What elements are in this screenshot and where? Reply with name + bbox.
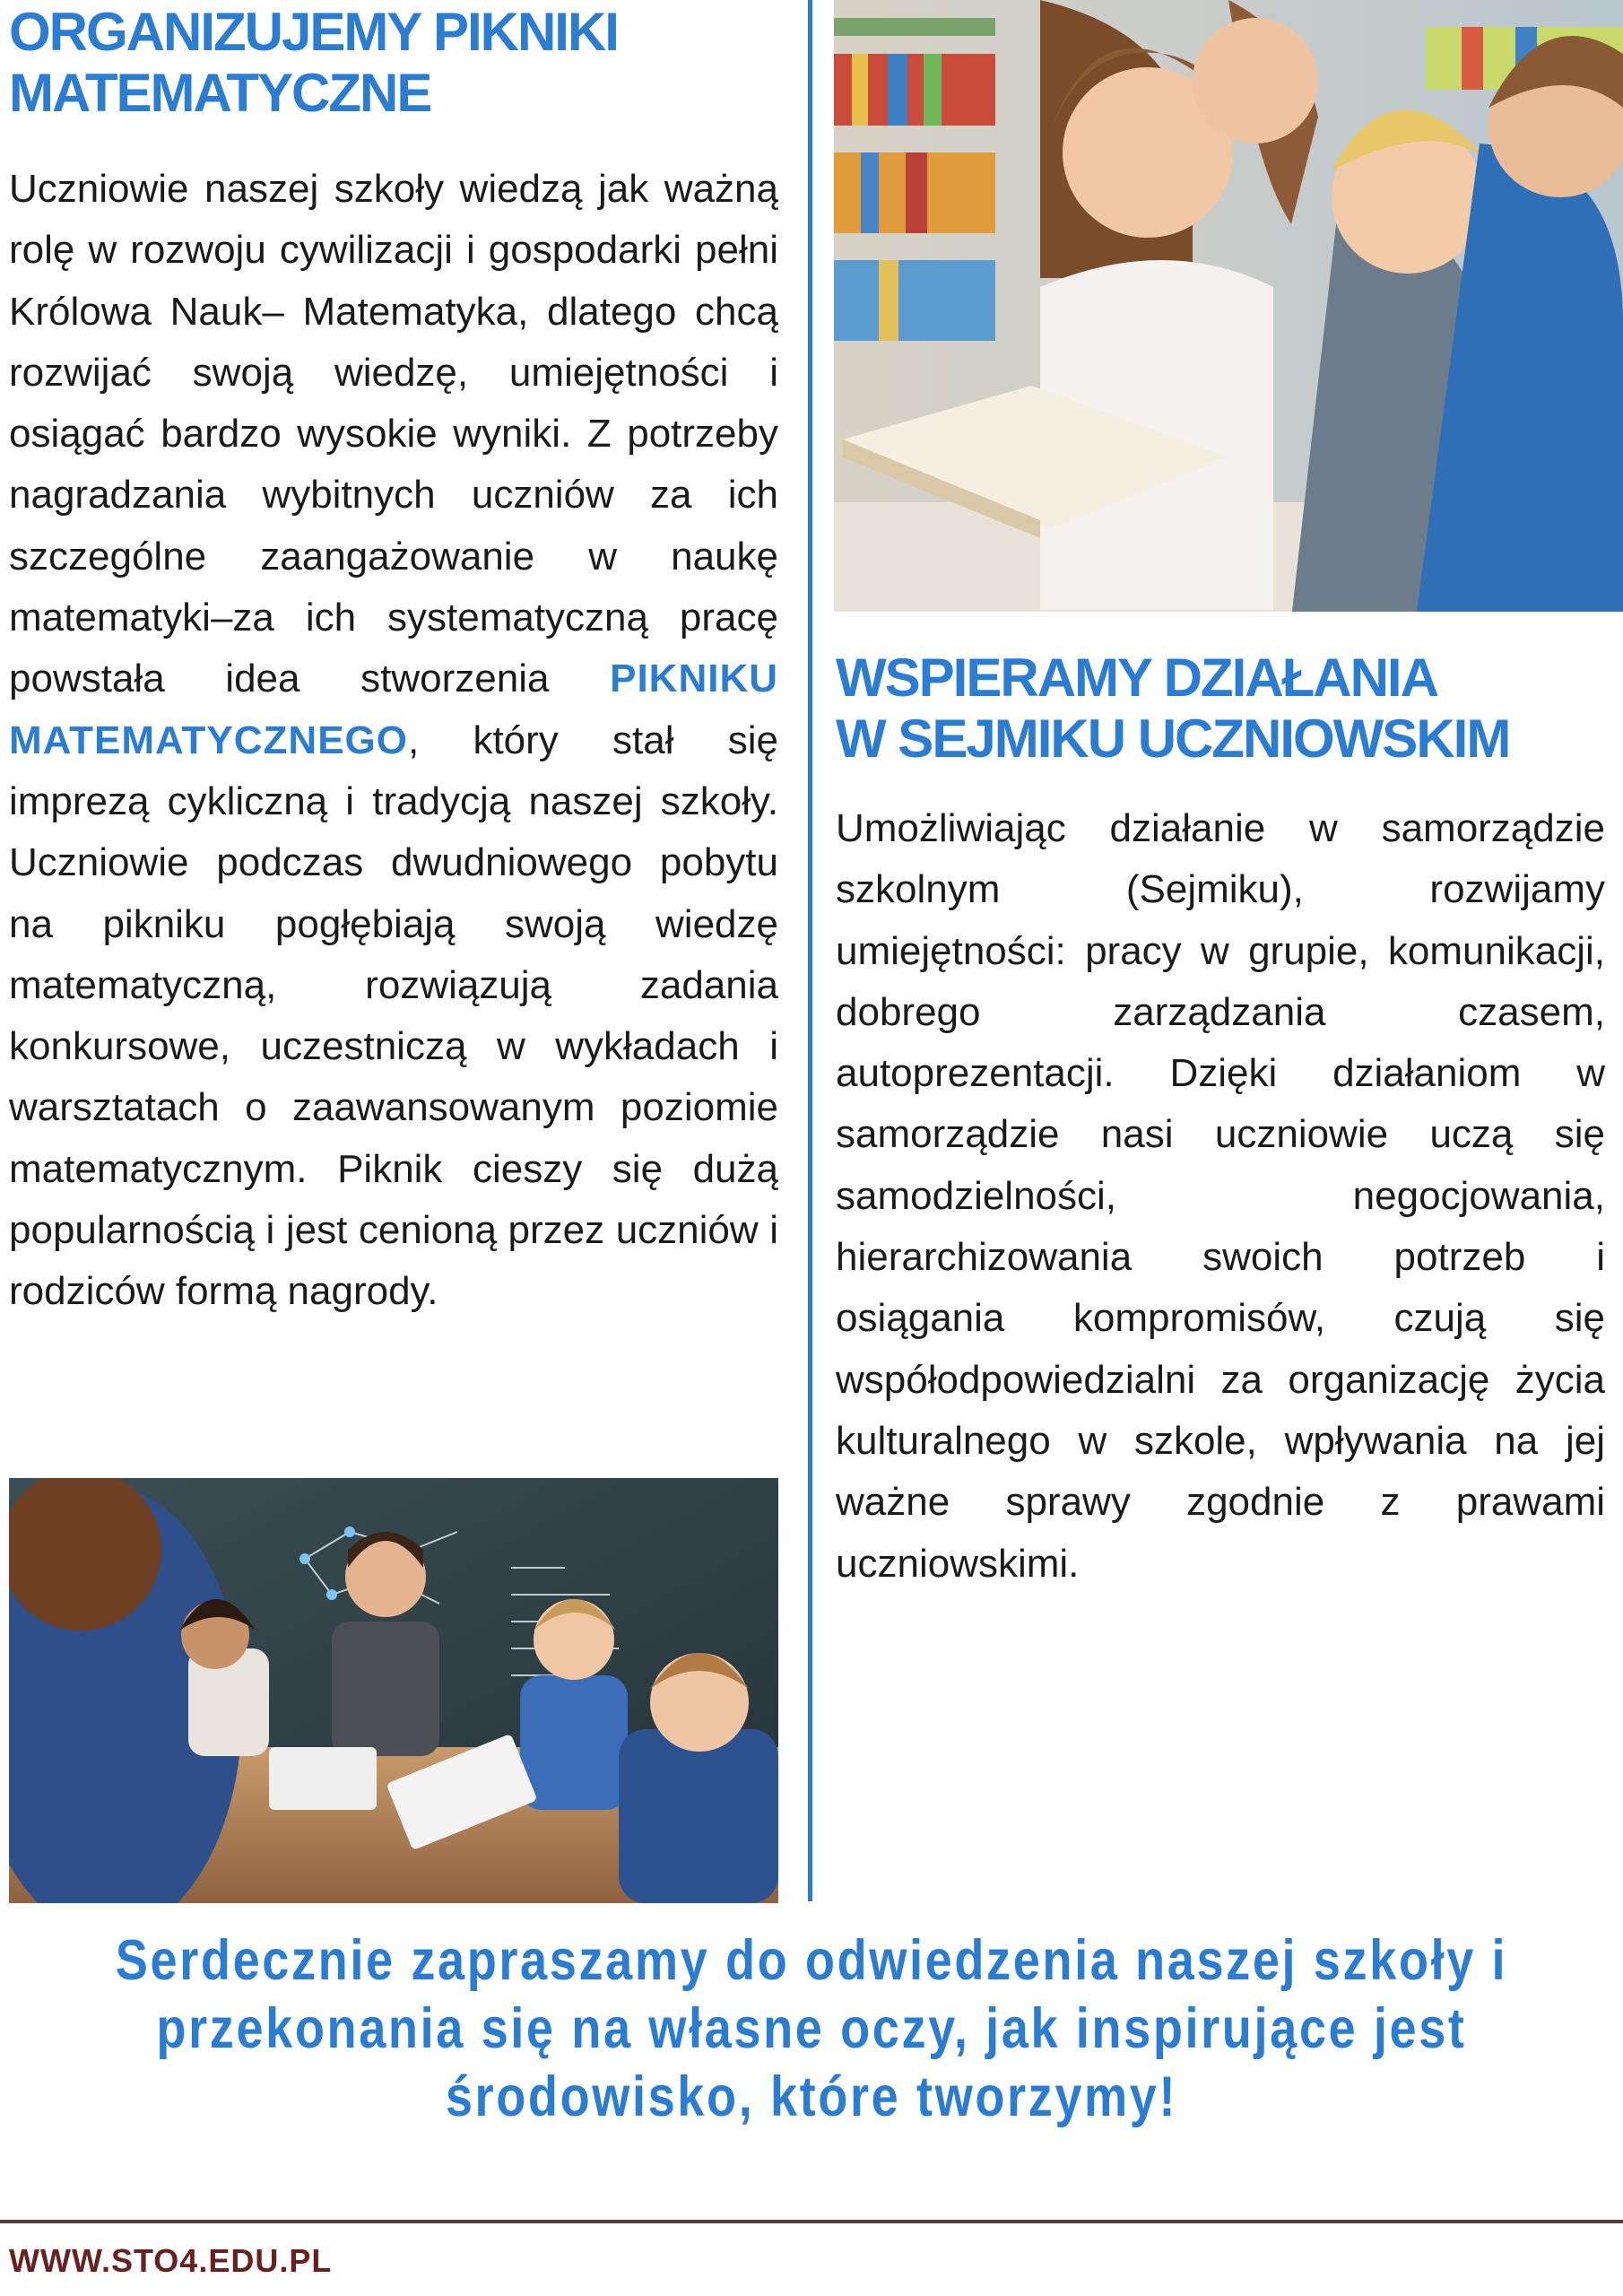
footer-line <box>0 2220 1623 2223</box>
picnic-highlight: PIKNIKU MATEMATYCZNEGO <box>9 657 779 762</box>
footer-website[interactable]: WWW.STO4.EDU.PL <box>9 2242 333 2279</box>
right-paragraph: Umożliwiając działanie w samorządzie szkolnym (Sejmiku), rozwijamy umiejętności: pracy w grupie, komunikacji, dobrego zarządzania czasem, autoprezentacji. Dzięki działaniom w samorządzie nasi uczniowie uczą się samodzielności, negocjowania, hierarchizowania swoich potrzeb i osiągania kompromisów, czują się współodpowiedzialni za organizację życia kulturalnego w szkole, wpływania na jej ważne sprawy zgodnie z prawami uczniowskimi. <box>836 806 1605 1586</box>
reading-photo <box>834 0 1623 612</box>
classroom-photo <box>9 1478 778 1903</box>
left-heading-line1: ORGANIZUJEMY PIKNIKI <box>9 2 618 62</box>
left-heading <box>9 2 798 124</box>
right-heading-line1: WSPIERAMY DZIAŁANIA <box>836 648 1437 708</box>
left-heading-line2: MATEMATYCZNE <box>9 63 431 123</box>
left-paragraph <box>9 159 778 1323</box>
left-text-before: Uczniowie naszej szkoły wiedzą jak ważną rolę w rozwoju cywilizacji i gospodarki pełni Królowa Nauk– Matematyka, dlatego chcą rozwijać swoją wiedzę, umiejętności i osiągać bardzo wysokie wyniki. Z potrzeby nagradzania wybitnych uczniów za ich szczególne zaangażowanie w naukę matematyki–za ich systematyczną pracę powstała idea stworzenia <box>9 167 778 701</box>
column-divider <box>808 0 812 1901</box>
right-heading <box>836 648 1623 770</box>
left-text-after: , który stał się imprezą cykliczną i tradycją naszej szkoły. Uczniowie podczas dwudniowego pobytu na pikniku pogłębiają swoją wiedzę matematyczną, rozwiązują zadania konkursowe, uczestniczą w wykładach i warsztatach o zaawansowanym poziomie matematycznym. Piknik cieszy się dużą popularnością i jest cenioną przez uczniów i rodziców formą nagrody. <box>9 718 778 1314</box>
invitation-text: Serdecznie zapraszamy do odwiedzenia naszej szkoły i przekonania się na własne oczy, jak inspirujące jest środowisko, które tworzymy! <box>115 1929 1508 2128</box>
right-heading-line2: W SEJMIKU UCZNIOWSKIM <box>836 709 1510 769</box>
